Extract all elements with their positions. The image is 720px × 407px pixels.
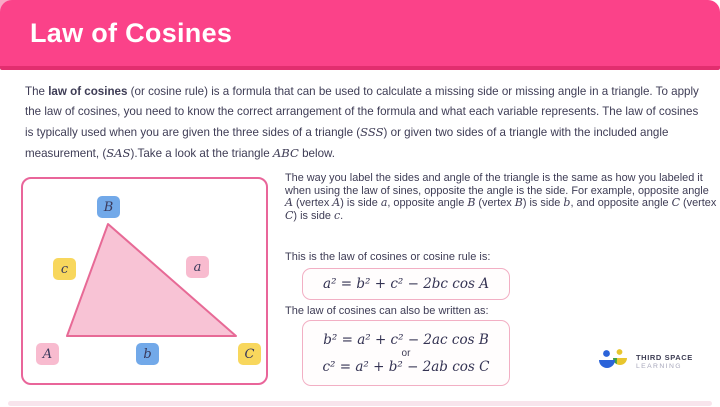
explain-text: ) is side (293, 210, 334, 223)
side-label-b: b (136, 343, 159, 365)
explain-text: (vertex (680, 197, 717, 210)
intro-text: (or cosine rule) is a formula that can be used to calculate a missing side or missing angle in a triangle. To apply the law of cosines, you need to know the correct arrangement of the formula and what each variable represents. The law of cosines is typically used when you are given the three sides of a triangle ( (25, 85, 699, 139)
intro-paragraph (25, 82, 701, 164)
math-term: B (514, 196, 523, 210)
header-banner (0, 0, 720, 70)
math-term: a (380, 196, 388, 210)
vertex-label-B: B (97, 196, 120, 218)
side-label-c: c (53, 258, 76, 280)
third-space-learning-logo (598, 347, 693, 375)
math-term-sas: SAS (106, 146, 131, 160)
alternative-forms-lead-text: The law of cosines can also be written as: (285, 305, 489, 317)
logo-text (636, 353, 693, 370)
alternative-forms-box (302, 320, 510, 386)
explain-text: , opposite angle (387, 197, 468, 210)
explain-text: . (340, 210, 344, 223)
logo-line1: THIRD SPACE (636, 352, 693, 362)
cosine-rule-formula: a² = b² + c² − 2bc cos A (323, 276, 489, 292)
math-term-abc: ABC (272, 146, 299, 160)
cosine-rule-box (302, 268, 510, 300)
labeling-paragraph (285, 172, 717, 223)
explain-text: , and opposite angle (570, 197, 672, 210)
intro-text: The (25, 85, 49, 98)
side-label-a: a (186, 256, 209, 278)
math-term-sss: SSS (360, 125, 384, 139)
intro-text: ) or given two sides of a triangle with the included angle measurement, ( (25, 126, 669, 160)
triangle-diagram (21, 177, 268, 385)
logo-icon (598, 347, 630, 375)
footer-strip-decoration (8, 401, 712, 406)
logo-line2: LEARNING (636, 362, 682, 370)
page-title: Law of Cosines (30, 18, 233, 48)
explain-text: (vertex (475, 197, 515, 210)
cosine-rule-formula-b: b² = a² + c² − 2ac cos B (323, 331, 489, 348)
cosine-rule-formula-c: c² = a² + b² − 2ab cos C (322, 358, 490, 375)
math-term: C (671, 196, 680, 210)
explain-text: (vertex (292, 197, 333, 210)
vertex-label-A: A (36, 343, 59, 365)
explain-text: ) is side (340, 197, 381, 210)
or-label: or (401, 347, 411, 359)
math-term: A (332, 196, 341, 210)
explain-text: The way you label the sides and angle of the triangle is the same as how you labeled it when using the law of sines, opposite the angle is the side. For example, opposite angle (285, 172, 709, 197)
intro-text: ).Take a look at the triangle (130, 147, 273, 160)
math-term: C (285, 209, 294, 223)
math-term: b (563, 196, 571, 210)
formula-lead-text: This is the law of cosines or cosine rule is: (285, 251, 491, 263)
vertex-label-C: C (238, 343, 261, 365)
math-term: c (333, 209, 341, 223)
math-term: A (285, 196, 293, 210)
intro-bold-term: law of cosines (48, 85, 128, 98)
explain-text: ) is side (522, 197, 564, 210)
math-term: B (467, 196, 476, 210)
intro-text: below. (298, 147, 335, 160)
